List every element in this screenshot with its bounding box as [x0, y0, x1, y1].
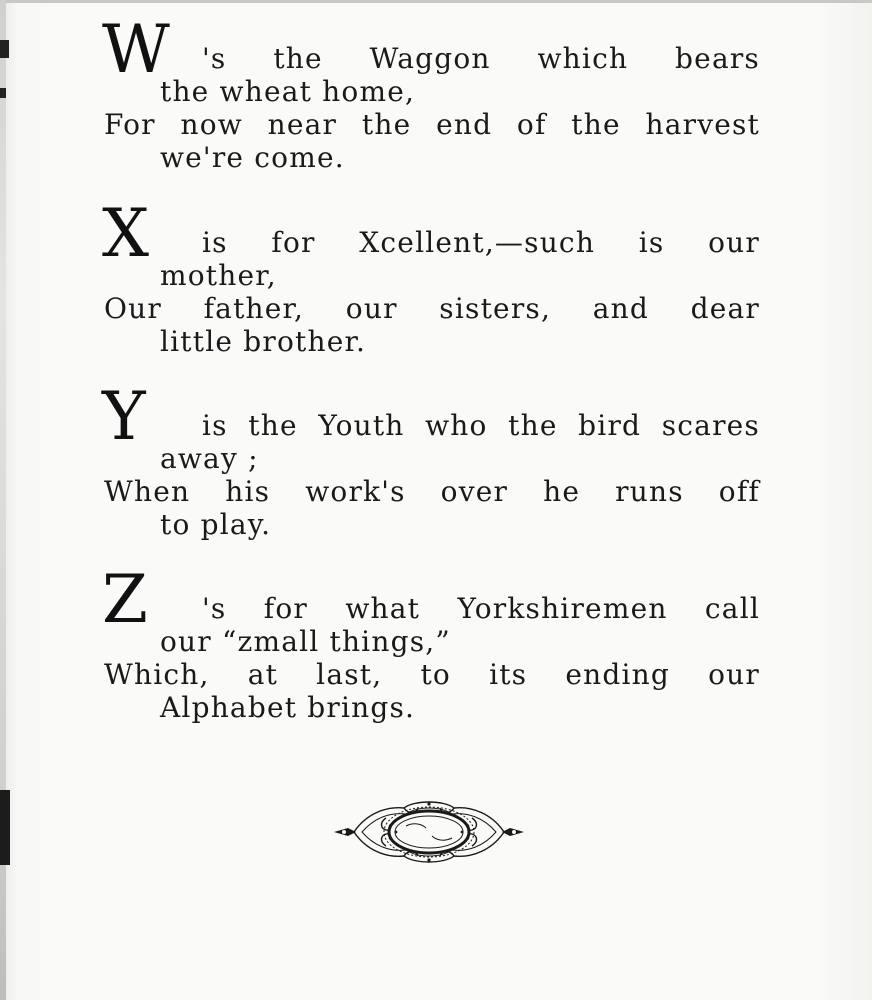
drop-cap-letter: Z [102, 561, 148, 638]
drop-cap-letter: W [102, 11, 170, 88]
verse-line: When his work's over he runs off [104, 475, 760, 508]
verse-first-line [102, 195, 760, 272]
verse-line: 's the Waggon which bears [202, 42, 760, 75]
verse-line: Our father, our sisters, and dear [104, 292, 760, 325]
verse-stanza-z [102, 561, 760, 724]
verse-stanza-x [102, 195, 760, 358]
verse-line: mother, [160, 259, 277, 292]
verse-line: is the Youth who the bird scares [202, 409, 760, 442]
drop-cap-letter: Y [102, 378, 146, 455]
ornamental-cartouche-icon [334, 796, 524, 868]
verse-line: Which, at last, to its ending our [104, 658, 760, 691]
binding-mark [0, 88, 6, 98]
verse-stanza-w [102, 11, 760, 174]
verse-line: our “zmall things,” [160, 625, 451, 658]
page-top-edge [0, 0, 872, 3]
verse-line: the wheat home, [160, 75, 416, 108]
drop-cap-letter: X [102, 195, 149, 272]
verse-stanza-y [102, 378, 760, 541]
verse-first-line [102, 378, 760, 455]
verse-line: we're come. [160, 141, 345, 174]
binding-mark [0, 40, 9, 58]
verse-first-line [102, 561, 760, 638]
verse-line: is for Xcellent,—such is our [202, 226, 760, 259]
verse-line: Alphabet brings. [160, 691, 416, 724]
verse-line: For now near the end of the harvest [104, 108, 760, 141]
verse-line: away ; [160, 442, 259, 475]
verse-first-line [102, 11, 760, 88]
verse-line: little brother. [160, 325, 367, 358]
verse-line: 's for what Yorkshiremen call [202, 592, 760, 625]
binding-mark [0, 790, 10, 865]
verse-line: to play. [160, 508, 272, 541]
